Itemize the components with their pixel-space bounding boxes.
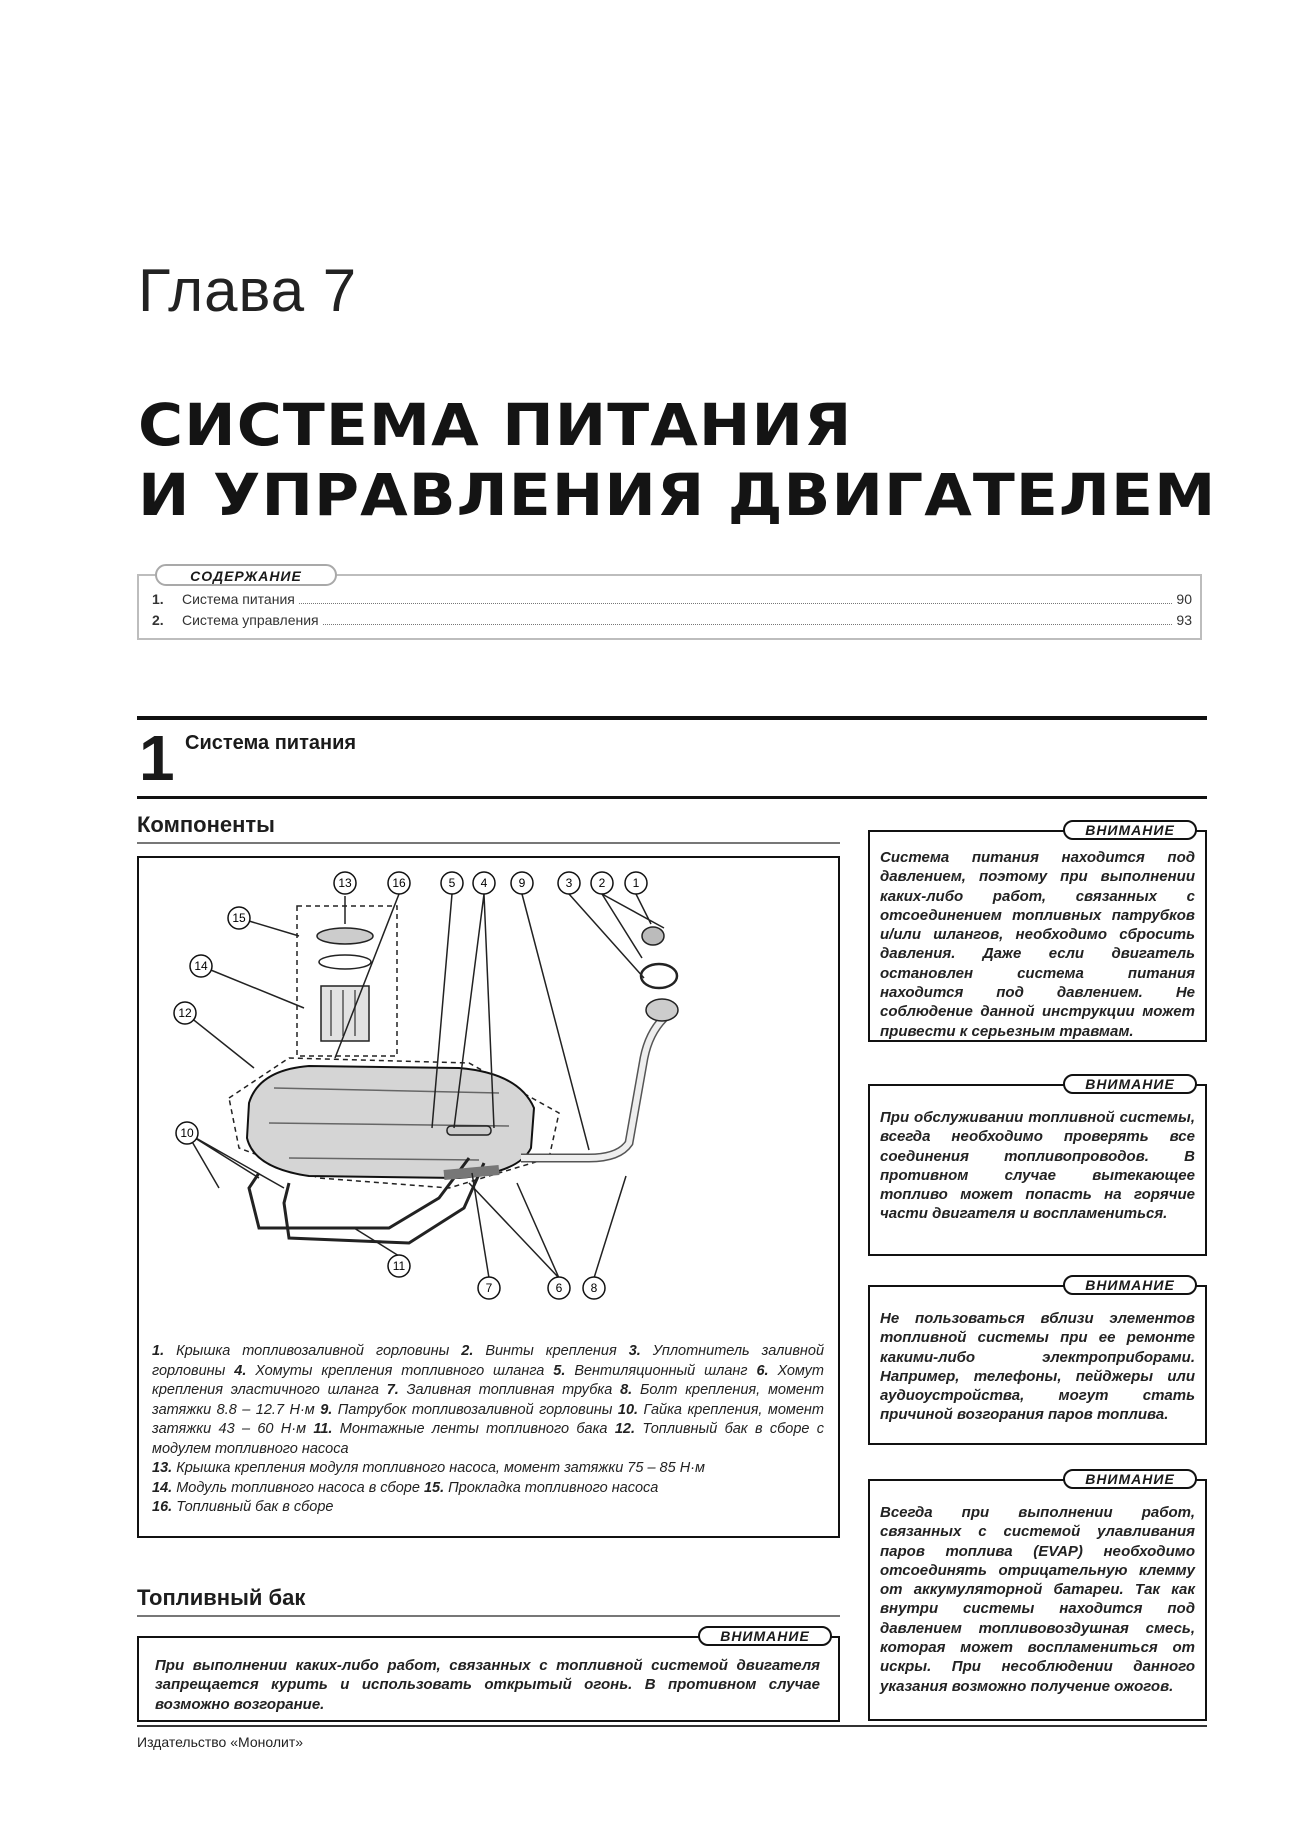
callout-7 bbox=[478, 1277, 500, 1299]
toc-item-text: Система питания bbox=[182, 591, 295, 607]
warning-text-2: При обслуживании топливной системы, всегда необходимо проверять все соединения топливопроводов. В противном случае вытекающее топливо может попасть на горячие части двигателя и воспламениться. bbox=[880, 1109, 1195, 1223]
toc-item-page: 93 bbox=[1176, 612, 1192, 628]
legend-item: 10. Гайка крепления, момент затяжки 43 – 60 Н·м bbox=[152, 1401, 824, 1437]
fuel-system-diagram bbox=[139, 858, 838, 1328]
callout-16 bbox=[388, 872, 410, 894]
svg-text:5: 5 bbox=[448, 876, 456, 890]
chapter-title bbox=[138, 390, 1216, 530]
filler-neck-shape bbox=[521, 1018, 664, 1158]
warning-badge: ВНИМАНИЕ bbox=[1063, 820, 1197, 840]
svg-text:15: 15 bbox=[232, 911, 246, 925]
warning-badge: ВНИМАНИЕ bbox=[1063, 1275, 1197, 1295]
callout-8 bbox=[583, 1277, 605, 1299]
fuel-tank-warning-text: При выполнении каких-либо работ, связанных с топливной системой двигателя запрещается курить и использовать открытый огонь. В противном случае возможно возгорание. bbox=[155, 1657, 820, 1713]
legend-item: 6. Хомут крепления эластичного шланга bbox=[152, 1362, 824, 1398]
legend-item: 5. Вентиляционный шланг bbox=[553, 1362, 748, 1379]
filler-ring-shape bbox=[641, 964, 677, 988]
svg-text:14: 14 bbox=[194, 959, 208, 973]
figure-legend bbox=[152, 1342, 824, 1518]
svg-text:12: 12 bbox=[178, 1006, 192, 1020]
toc-item-page: 90 bbox=[1176, 591, 1192, 607]
components-figure bbox=[137, 856, 840, 1538]
svg-text:16: 16 bbox=[392, 876, 406, 890]
pump-cap-shape bbox=[317, 928, 373, 944]
svg-text:2: 2 bbox=[598, 876, 606, 890]
callout-5 bbox=[441, 872, 463, 894]
filler-seal-shape bbox=[646, 999, 678, 1021]
svg-text:13: 13 bbox=[338, 876, 352, 890]
fuel-tank-heading: Топливный бак bbox=[137, 1585, 306, 1610]
chapter-title-line1: СИСТЕМА ПИТАНИЯ bbox=[138, 391, 853, 459]
callout-4 bbox=[473, 872, 495, 894]
pump-gasket-shape bbox=[319, 955, 371, 969]
legend-item: 4. Хомуты крепления топливного шланга bbox=[234, 1362, 545, 1379]
callout-13 bbox=[334, 872, 356, 894]
fuel-tank-shape bbox=[247, 1066, 534, 1178]
callout-14 bbox=[190, 955, 212, 977]
chapter-title-line2: И УПРАВЛЕНИЯ ДВИГАТЕЛЕМ bbox=[138, 461, 1217, 529]
legend-item: 12. Топливный бак в сборе с модулем топливного насоса bbox=[152, 1421, 825, 1457]
callout-11 bbox=[388, 1255, 410, 1277]
svg-text:9: 9 bbox=[518, 876, 526, 890]
section-number: 1 bbox=[139, 722, 175, 794]
warning-box-2 bbox=[868, 1084, 1207, 1256]
legend-item: 8. Болт крепления, момент затяжки 8.8 – 12.7 Н·м bbox=[152, 1382, 825, 1418]
svg-text:11: 11 bbox=[392, 1259, 406, 1273]
callout-10 bbox=[176, 1122, 198, 1144]
publisher-footer: Издательство «Монолит» bbox=[137, 1734, 304, 1750]
legend-item: 13. Крышка крепления модуля топливного насоса, момент затяжки 75 – 85 Н·м bbox=[152, 1460, 705, 1476]
warning-badge: ВНИМАНИЕ bbox=[1063, 1469, 1197, 1489]
filler-cap-shape bbox=[642, 927, 664, 945]
warning-badge: ВНИМАНИЕ bbox=[698, 1626, 832, 1646]
svg-text:3: 3 bbox=[565, 876, 573, 890]
warning-text-1: Система питания находится под давлением, поэтому при выполнении каких-либо работ, связанных с отсоединением топливных патрубков и/или шлангов, необходимо сбросить давления. Даже если двигатель остановлен система питания находится под давлением. Не соблюдение данной инструкции может привести к серьезным травмам. bbox=[880, 849, 1195, 1040]
legend-item: 11. Монтажные ленты топливного бака bbox=[313, 1421, 608, 1437]
svg-text:6: 6 bbox=[555, 1281, 563, 1295]
svg-text:7: 7 bbox=[485, 1281, 493, 1295]
fuel-tank-rule bbox=[137, 1615, 840, 1617]
warning-box-3 bbox=[868, 1285, 1207, 1445]
toc-item[interactable]: 2. Система управления 93 bbox=[152, 612, 1192, 628]
callout-2 bbox=[591, 872, 613, 894]
legend-item: 3. Уплотнитель заливной горловины bbox=[152, 1343, 825, 1379]
toc-item[interactable]: 1. Система питания 90 bbox=[152, 591, 1192, 607]
chapter-label: Глава 7 bbox=[138, 257, 358, 324]
legend-item: 14. Модуль топливного насоса в сборе bbox=[152, 1479, 420, 1496]
section-rule-top bbox=[137, 716, 1207, 720]
legend-item: 1. Крышка топливозаливной горловины bbox=[152, 1343, 450, 1359]
toc-label: СОДЕРЖАНИЕ bbox=[155, 564, 337, 586]
legend-item: 9. Патрубок топливозаливной горловины bbox=[320, 1401, 613, 1418]
components-heading: Компоненты bbox=[137, 812, 275, 837]
section-rule-bottom bbox=[137, 796, 1207, 799]
warning-badge: ВНИМАНИЕ bbox=[1063, 1074, 1197, 1094]
callout-1 bbox=[625, 872, 647, 894]
callout-9 bbox=[511, 872, 533, 894]
warning-text-4: Всегда при выполнении работ, связанных с системой улавливания паров топлива (EVAP) необходимо отсоединять отрицательную клемму от аккумуляторной батареи. Так как внутри системы находится под давлением топливовоздушная смесь, которая может воспламениться от искры. При несоблюдении данного указания возможно получение ожогов. bbox=[880, 1504, 1195, 1695]
svg-text:8: 8 bbox=[590, 1281, 598, 1295]
warning-box-4 bbox=[868, 1479, 1207, 1721]
callout-6 bbox=[548, 1277, 570, 1299]
legend-item: 7. Заливная топливная трубка bbox=[386, 1382, 613, 1398]
callout-15 bbox=[228, 907, 250, 929]
warning-text-3: Не пользоваться вблизи элементов топливной системы при ее ремонте какими-либо электроприборами. Например, телефоны, пейджеры или аудиоустройства, могут стать причиной возгорания паров топлива. bbox=[880, 1310, 1195, 1424]
svg-text:4: 4 bbox=[480, 876, 488, 890]
callout-12 bbox=[174, 1002, 196, 1024]
toc-item-text: Система управления bbox=[182, 612, 319, 628]
legend-item: 16. Топливный бак в сборе bbox=[152, 1499, 334, 1515]
fuel-tank-warning-box bbox=[137, 1636, 840, 1722]
legend-item: 15. Прокладка топливного насоса bbox=[423, 1479, 659, 1496]
legend-item: 2. Винты крепления bbox=[461, 1343, 617, 1359]
components-rule bbox=[137, 842, 840, 844]
callout-3 bbox=[558, 872, 580, 894]
warning-box-1 bbox=[868, 830, 1207, 1042]
svg-text:10: 10 bbox=[180, 1126, 194, 1140]
section-title: Система питания bbox=[185, 732, 357, 754]
footer-rule bbox=[137, 1725, 1207, 1727]
svg-text:1: 1 bbox=[632, 876, 640, 890]
